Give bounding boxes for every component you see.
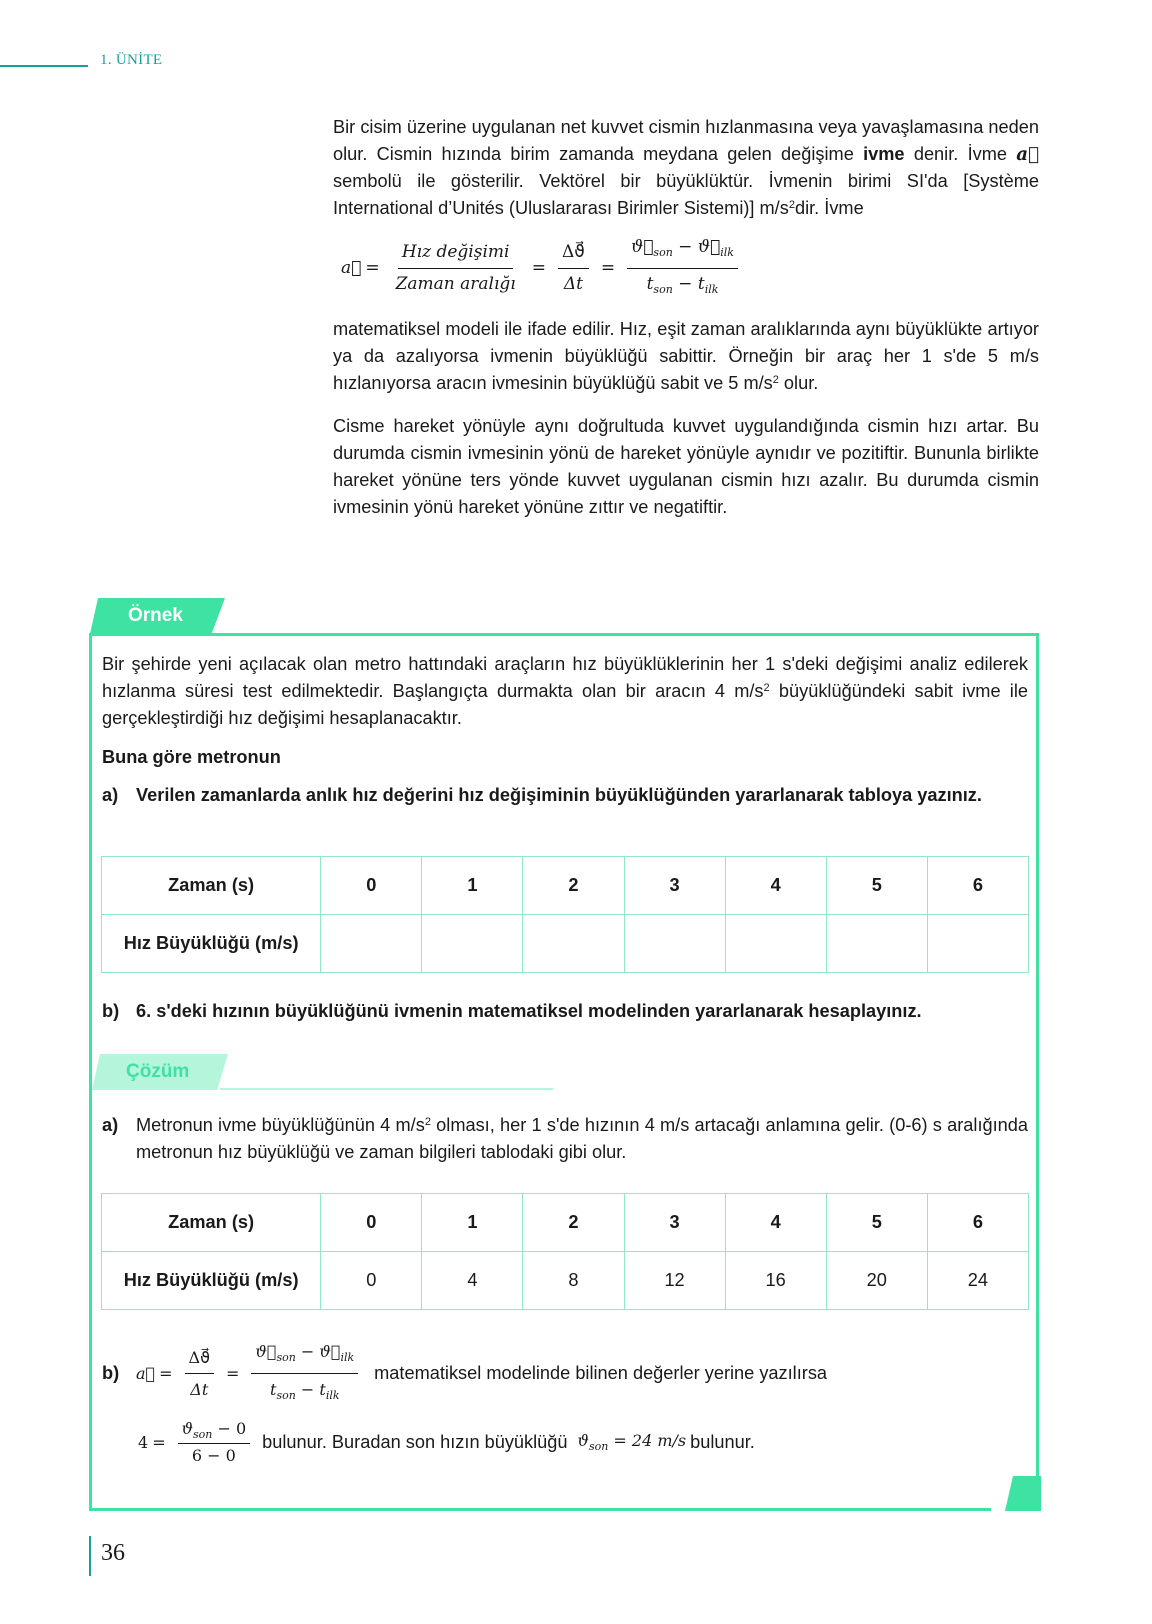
fraction-word: $\frac{\text{Hız değişimi}}{\text{Zaman aralığı}}$ xyxy=(392,239,520,298)
answer-cell[interactable] xyxy=(321,915,422,973)
solution-b: b) a⃗ = $\frac{\Delta ϑ⃗}{\Delta t}$ = $\frac{ϑ⃗_{son} - ϑ⃗_{ilk}}{t_{son} - t_{ilk}}$ matematiksel modelinde bilinen değerler yerine yazılırsa xyxy=(102,1340,1028,1406)
answer-cell[interactable] xyxy=(624,915,725,973)
page-number: 36 xyxy=(101,1540,125,1566)
table-row: Zaman (s) 0 1 2 3 4 5 6 xyxy=(102,1194,1029,1252)
solution-calculation: 4 = $\frac{ϑ_{son} - 0}{6 - 0}$ bulunur. Buradan son hızın büyüklüğü $ϑ_{son} = 24$ m/s bulunur. xyxy=(138,1419,755,1465)
header-rule xyxy=(0,65,88,67)
unit-title: 1. ÜNİTE xyxy=(100,52,163,68)
answer-cell[interactable] xyxy=(422,915,523,973)
answer-cell[interactable] xyxy=(927,915,1028,973)
question-a: a) Verilen zamanlarda anlık hız değerini hız değişiminin büyüklüğünden yararlanarak tabloya yazınız. xyxy=(102,785,982,805)
table-row: Zaman (s) 0 1 2 3 4 5 6 xyxy=(102,857,1029,915)
solution-tab-label: Çözüm xyxy=(126,1061,190,1082)
answer-cell[interactable] xyxy=(826,915,927,973)
fraction-delta: $\frac{\Delta ϑ⃗}{\Delta t}$ xyxy=(558,239,589,298)
table-row: Hız Büyüklüğü (m/s) xyxy=(102,915,1029,973)
intro-paragraph-3: Cisme hareket yönüyle aynı doğrultuda kuvvet uygulandığında cismin hızı artar. Bu durumda cismin ivmesinin yönü de hareket yönüyle aynıdır ve pozitiftir. Bununla birlikte hareket yönüne ters yönde kuvvet uygulanan cismin hızı azalır. Bu durumda cismin ivmesinin yönü hareket yönüne zıttır ve negatiftir. xyxy=(333,416,1039,517)
acceleration-formula: a⃗ = $\frac{\text{Hız değişimi}}{\text{Zaman aralığı}}$ = $\frac{\Delta ϑ⃗}{\Delta t}$ = $\frac{ϑ⃗_{son} - ϑ⃗_{ilk}}{t_{son} - t_{ilk}}$ xyxy=(341,238,1039,298)
vector-a-symbol: a⃗ xyxy=(1016,144,1039,165)
term-ivme: ivme xyxy=(863,144,905,164)
example-box-bottom-border xyxy=(89,1508,991,1511)
answer-cell[interactable] xyxy=(725,915,826,973)
solution-formula: a⃗ = $\frac{\Delta ϑ⃗}{\Delta t}$ = $\frac{ϑ⃗_{son} - ϑ⃗_{ilk}}{t_{son} - t_{ilk}}$ xyxy=(136,1340,366,1406)
intro-paragraph-2: matematiksel modeli ile ifade edilir. Hız, eşit zaman aralıklarında aynı büyüklükte artıyor ya da azalıyorsa ivmenin büyüklüğü sabittir. Örneğin bir araç her 1 s'de 5 m/s hızlanıyorsa aracın ivmesinin büyüklüğü sabit ve 5 $m/s^2$ olur. xyxy=(333,319,1039,393)
result-value: $ϑ_{son} = 24$ m/s xyxy=(577,1431,687,1453)
solution-a: a) Metronun ivme büyüklüğünün 4 $m/s^2$ olması, her 1 s'de hızının 4 m/s artacağı anlamına gelir. (0-6) s aralığında metronun hız büyüklüğü ve zaman bilgileri tablodaki gibi olur. xyxy=(102,1115,1029,1162)
intro-paragraph-1: Bir cisim üzerine uygulanan net kuvvet cismin hızlanmasına veya yavaşlamasına neden olur. Cismin hızında birim zamanda meydana gelen değişime ivme denir. İvme a⃗ sembolü ile gösterilir. Vektörel bir büyüklüktür. İvmenin birimi SI'da [Système International d’Unités (Uluslararası Birimler Sistemi)] $m/s^2dir$. İvme xyxy=(333,117,1039,218)
page-number-bar xyxy=(89,1536,91,1576)
intro-text xyxy=(333,114,1039,537)
answer-cell[interactable] xyxy=(523,915,624,973)
solution-rule xyxy=(220,1088,553,1090)
example-tab-label: Örnek xyxy=(128,605,183,626)
blank-speed-table xyxy=(101,856,1029,973)
solution-speed-table xyxy=(101,1193,1029,1310)
question-title: Buna göre metronun xyxy=(102,747,281,767)
table-row: Hız Büyüklüğü (m/s) 0 4 8 12 16 20 24 xyxy=(102,1252,1029,1310)
question-b: b) 6. s'deki hızının büyüklüğünü ivmenin matematiksel modelinden yararlanarak hesaplayınız. xyxy=(102,1001,922,1021)
fraction-difference: $\frac{ϑ⃗_{son} - ϑ⃗_{ilk}}{t_{son} - t_{ilk}}$ xyxy=(627,234,738,303)
problem-statement: Bir şehirde yeni açılacak olan metro hattındaki araçların hız büyüklüklerinin her 1 s'deki değişimi analiz edilerek hızlanma süresi test edilmektedir. Başlangıçta durmakta olan bir aracın 4 $m/s^2$ büyüklüğündeki sabit ivme ile gerçekleştirdiği hız değişimi hesaplanacaktır. xyxy=(102,654,1029,728)
